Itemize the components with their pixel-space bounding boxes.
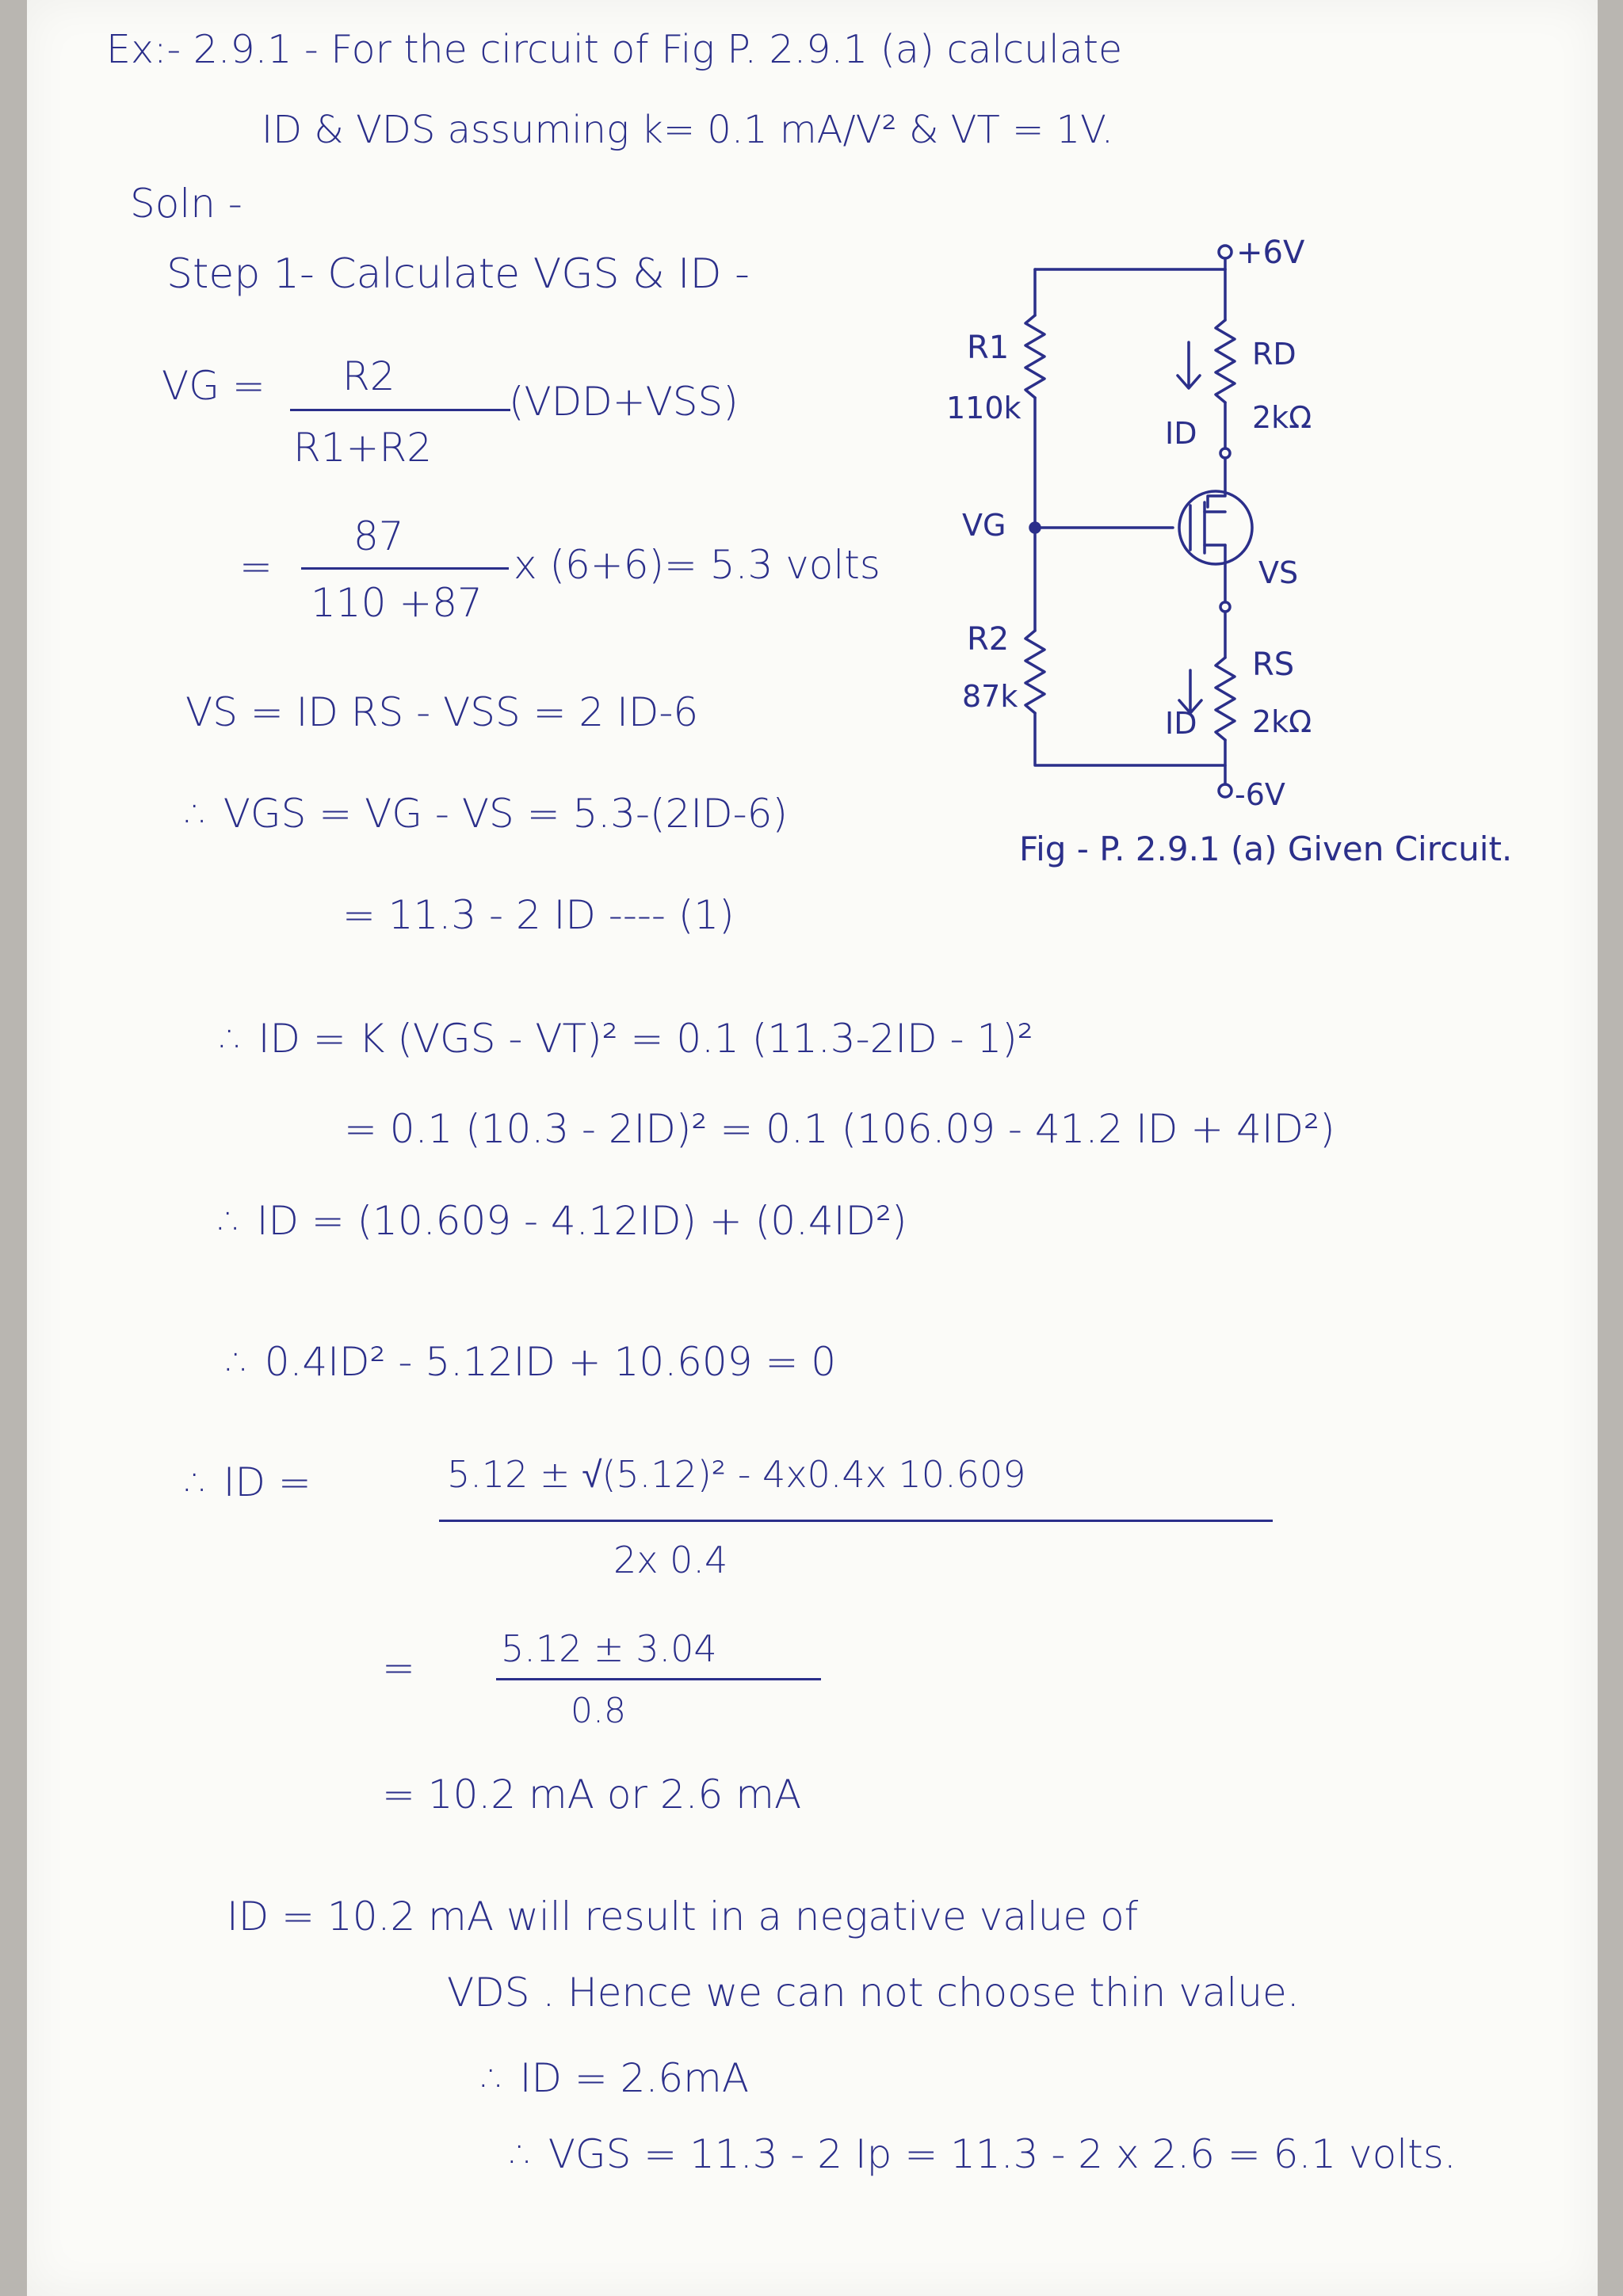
quadratic-root-lhs: ∴ ID = [185, 1459, 311, 1505]
conclusion-line3: ∴ ID = 2.6mA [482, 2055, 750, 2101]
quadratic-equation: ∴ 0.4ID² - 5.12ID + 10.609 = 0 [227, 1339, 837, 1385]
rd-name-label: RD [1252, 337, 1296, 372]
id-bottom-label: ID [1165, 706, 1197, 741]
vg-numeric-sign: = [239, 543, 273, 589]
id-equation-line1: ∴ ID = K (VGS - VT)² = 0.1 (11.3-2ID - 1)² [220, 1016, 1033, 1062]
problem-statement-line1: Ex:- 2.9.1 - For the circuit of Fig P. 2.9.1 (a) calculate [106, 27, 1123, 72]
vg-numerator: R2 [342, 353, 395, 399]
conclusion-line2: VDS . Hence we can not choose thin value. [447, 1970, 1300, 2016]
rs-name-label: RS [1252, 646, 1295, 683]
vgs-equation: ∴ VGS = VG - VS = 5.3-(2ID-6) [185, 791, 788, 837]
r2-name-label: R2 [967, 621, 1010, 658]
vs-node-label: VS [1258, 555, 1299, 590]
step1-heading: Step 1- Calculate VGS & ID - [166, 250, 750, 298]
quadratic-root-denominator: 2x 0.4 [613, 1539, 728, 1581]
drain-node [1220, 448, 1230, 458]
r2-resistor [1025, 631, 1044, 713]
id-top-label: ID [1165, 416, 1197, 451]
figure-caption: Fig - P. 2.9.1 (a) Given Circuit. [1019, 830, 1513, 868]
vg-numeric-numerator: 87 [353, 513, 404, 559]
quadratic-root-numerator: 5.12 ± √(5.12)² - 4x0.4x 10.609 [447, 1453, 1026, 1496]
source-node [1220, 602, 1230, 612]
id-equation-line3: ∴ ID = (10.609 - 4.12ID) + (0.4ID²) [219, 1198, 907, 1244]
root-simplified-sign: = [382, 1645, 415, 1691]
vs-equation: VS = ID RS - VSS = 2 ID-6 [185, 689, 699, 735]
rs-value-label: 2kΩ [1252, 704, 1312, 739]
vg-denominator: R1+R2 [293, 425, 432, 471]
vg-node-label: VG [962, 508, 1006, 543]
vgs-equation-result: = 11.3 - 2 ID ---- (1) [342, 892, 735, 938]
drain-lead [1208, 458, 1225, 507]
rd-value-label: 2kΩ [1252, 400, 1312, 435]
vg-lhs: VG = [162, 363, 265, 409]
vss-label: -6V [1235, 777, 1285, 812]
solution-label: Soln - [130, 181, 242, 227]
root-simplified-denominator: 0.8 [571, 1691, 626, 1731]
vg-multiplier: (VDD+VSS) [509, 379, 739, 425]
r1-resistor [1025, 315, 1044, 398]
id-arrow-top [1178, 342, 1200, 388]
vdd-terminal [1219, 246, 1232, 258]
root-simplified-numerator: 5.12 ± 3.04 [501, 1627, 717, 1670]
id-equation-line2: = 0.1 (10.3 - 2ID)² = 0.1 (106.09 - 41.2 ID + 4ID²) [344, 1106, 1335, 1152]
vss-terminal [1219, 784, 1232, 797]
root-values: = 10.2 mA or 2.6 mA [382, 1772, 802, 1817]
vdd-label: +6V [1236, 235, 1305, 271]
notebook-page [27, 0, 1598, 2296]
circuit-diagram [27, 0, 1598, 2296]
rs-resistor [1216, 658, 1235, 740]
conclusion-line1: ID = 10.2 mA will result in a negative value of [227, 1894, 1139, 1939]
vg-numeric-denominator: 110 +87 [311, 580, 483, 626]
r1-value-label: 110k [946, 391, 1022, 425]
r2-value-label: 87k [962, 679, 1018, 714]
vg-numeric-result: x (6+6)= 5.3 volts [514, 542, 880, 588]
conclusion-line4: ∴ VGS = 11.3 - 2 Ip = 11.3 - 2 x 2.6 = 6.1 volts. [510, 2131, 1457, 2177]
problem-statement-line2: ID & VDS assuming k= 0.1 mA/V² & VT = 1V. [262, 108, 1114, 152]
r1-name-label: R1 [967, 330, 1010, 366]
mosfet-terminals [1205, 512, 1225, 545]
rd-resistor [1216, 320, 1235, 402]
